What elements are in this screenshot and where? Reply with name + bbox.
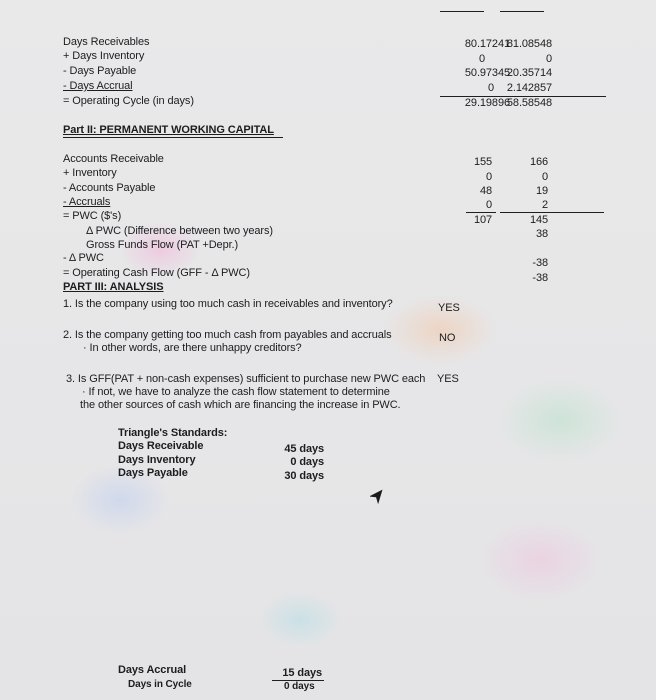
question-3-note-2: the other sources of cash which are financing the increase in PWC. [80,399,401,411]
pwc-total-line-2 [500,212,604,213]
standards-heading: Triangle's Standards: [118,427,228,439]
row-label-pwc: = PWC ($'s) [63,210,122,222]
cell-pwc-y2: 145 [529,214,548,226]
cell-ap-y1: 48 [479,185,492,197]
standard-label-days-in-cycle: Days in Cycle [128,679,192,690]
cell-ar-y2: 166 [529,156,548,168]
standard-label-accrual: Days Accrual [118,664,187,676]
row-label-days-inventory: + Days Inventory [63,50,145,62]
cell-days-receivables-y2: 81.08548 [506,38,552,50]
cell-operating-cycle-y1: 29.19896 [464,97,510,109]
standard-label-inventory: Days Inventory [118,454,196,466]
question-3-note-1: · If not, we have to analyze the cash flow statement to determine [82,386,390,398]
cursor-arrow-icon [370,486,386,504]
row-label-days-payable: - Days Payable [63,65,137,77]
standard-value-accrual: 15 days [282,667,322,679]
cell-days-inventory-y1: 0 [478,53,485,65]
answer-1: YES [438,302,460,314]
row-label-days-accrual: - Days Accrual [63,80,133,92]
row-label-operating-cycle: = Operating Cycle (in days) [63,95,194,107]
header-underline-2 [500,11,544,12]
cell-days-receivables-y1: 80.17241 [464,38,510,50]
header-underline-1 [440,11,484,12]
question-1: 1. Is the company using too much cash in receivables and inventory? [63,298,393,310]
cell-accruals-y1: 0 [485,199,492,211]
pwc-total-line-1 [466,212,496,213]
row-label-minus-delta-pwc: - Δ PWC [63,252,104,264]
part2-heading: Part II: PERMANENT WORKING CAPITAL [63,124,274,136]
standard-value-inventory: 0 days [290,456,324,468]
cell-operating-cycle-y2: 58.58548 [506,97,552,109]
standard-value-payable: 30 days [284,470,324,482]
cell-days-payable-y2: 20.35714 [506,67,552,79]
row-label-gross-funds-flow: Gross Funds Flow (PAT +Depr.) [86,239,239,251]
part2-heading-rule [63,137,283,138]
row-label-delta-pwc: Δ PWC (Difference between two years) [86,225,273,237]
cell-minus-delta-pwc-y2: -38 [532,257,548,269]
cell-accruals-y2: 2 [541,199,548,211]
cell-inventory-y2: 0 [541,171,548,183]
question-2-note: · In other words, are there unhappy creditors? [83,342,302,354]
row-label-inventory: + Inventory [63,167,117,179]
cell-ap-y2: 19 [535,185,548,197]
row-label-operating-cash-flow: = Operating Cash Flow (GFF - Δ PWC) [63,267,250,279]
standard-value-receivable: 45 days [284,443,324,455]
answer-3: YES [437,373,459,385]
cell-delta-pwc-y2: 38 [535,228,548,240]
cell-ar-y1: 155 [473,156,492,168]
standard-label-payable: Days Payable [118,467,188,479]
cell-days-payable-y1: 50.97345 [464,67,510,79]
cell-days-accrual-y2: 2.142857 [506,82,552,94]
question-2: 2. Is the company getting too much cash from payables and accruals [63,329,392,341]
standard-label-receivable: Days Receivable [118,440,204,452]
row-label-accounts-payable: - Accounts Payable [63,182,156,194]
cell-inventory-y1: 0 [485,171,492,183]
cell-pwc-y1: 107 [473,214,492,226]
cell-days-accrual-y1: 0 [487,82,494,94]
row-label-accruals: - Accruals [63,196,111,208]
standard-value-days-in-cycle: 0 days [284,681,315,692]
question-3: 3. Is GFF(PAT + non-cash expenses) sufficient to purchase new PWC each [66,373,426,385]
cell-days-inventory-y2: 0 [545,53,552,65]
row-label-accounts-receivable: Accounts Receivable [63,153,164,165]
part3-heading: PART III: ANALYSIS [63,281,164,293]
answer-2: NO [439,332,456,344]
row-label-days-receivables: Days Receivables [63,36,150,48]
cell-operating-cash-flow-y2: -38 [532,272,548,284]
